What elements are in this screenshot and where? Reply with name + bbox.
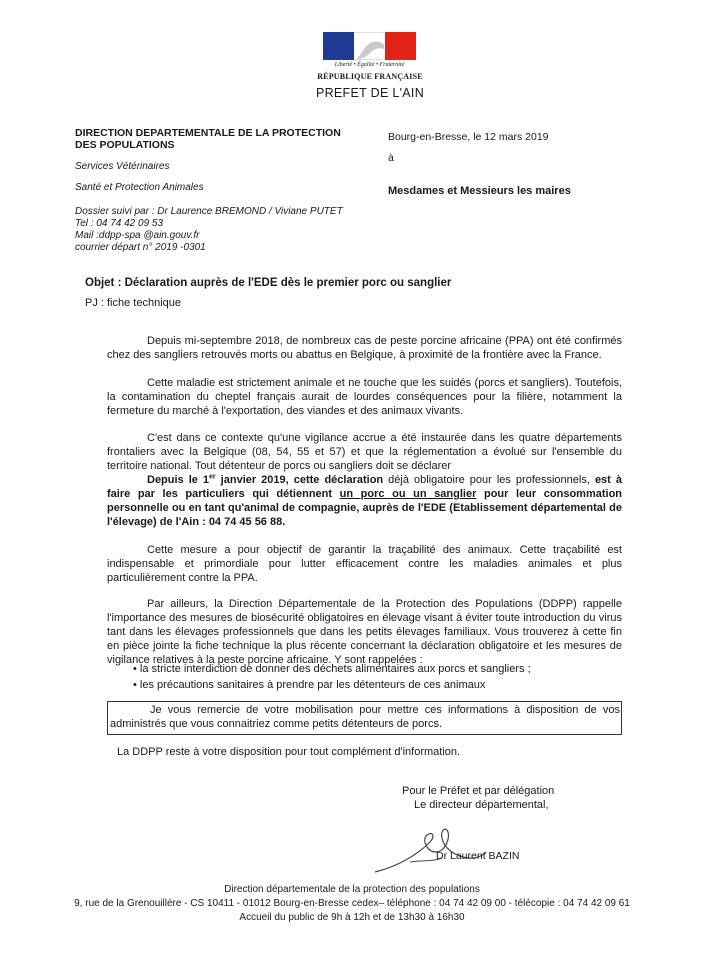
flag-blue-band bbox=[323, 32, 354, 60]
signatory-name: Dr Laurent BAZIN bbox=[436, 850, 520, 862]
attachment-note: PJ : fiche technique bbox=[85, 297, 182, 309]
sender-service1: Services Vétérinaires bbox=[75, 161, 170, 172]
bullet-item-precautions bbox=[133, 678, 485, 692]
bullet-icon: • bbox=[133, 663, 140, 675]
declaration-pig-boar: un porc ou un sanglier bbox=[339, 488, 477, 500]
republic-motto: Liberté • Égalité • Fraternité bbox=[334, 62, 405, 68]
flag-red-band bbox=[385, 32, 416, 60]
sender-mail: Mail :ddpp-spa @ain.gouv.fr bbox=[75, 230, 200, 241]
declaration-individuals: est à faire par les particuliers qui détiennent bbox=[107, 474, 622, 500]
declaration-ede-contact: pour leur consommation personnelle ou en tant qu'animal de compagnie, auprès de l'EDE (Etablissement départemental de l'élevage) de l'Ain : 04 74 45 56 88. bbox=[107, 488, 623, 528]
paragraph-disease: Cette maladie est strictement animale et ne touche que les suidés (porcs et sangliers). Toutefois, la contamination du cheptel français aurait de lourdes conséquences pour la filière, notamment la fermeture du marché à l'exportation, des viandes et des animaux vivants. bbox=[107, 377, 622, 417]
sender-direction-line2: DES POPULATIONS bbox=[75, 139, 175, 151]
sender-tel: Tel : 04 74 42 09 53 bbox=[75, 218, 164, 229]
sender-dossier: Dossier suivi par : Dr Laurence BREMOND / Viviane PUTET bbox=[75, 206, 343, 217]
signature-delegation: Pour le Préfet et par délégation bbox=[402, 785, 555, 797]
footer-opening-hours: Accueil du public de 9h à 12h et de 13h30 à 16h30 bbox=[239, 912, 465, 923]
signature-title: Le directeur départemental, bbox=[414, 799, 549, 811]
marianne-profile-icon bbox=[354, 33, 385, 61]
paragraph-thanks: Je vous remercie de votre mobilisation pour mettre ces informations à disposition de vos administrés que vous connaitriez comme petits détenteurs de porcs. bbox=[110, 704, 620, 730]
recipient-to: à bbox=[388, 152, 394, 164]
footer-address: 9, rue de la Grenouillère - CS 10411 - 01012 Bourg-en-Bresse cedex– téléphone : 04 74 42 09 00 - télécopie : 04 74 42 09 61 bbox=[74, 898, 630, 909]
bullet-item-food-waste bbox=[133, 662, 531, 676]
bullet-text: les précautions sanitaires à prendre par les détenteurs de ces animaux bbox=[139, 679, 486, 691]
bullet-text: la stricte interdiction de donner des déchets alimentaires aux porcs et sangliers ; bbox=[139, 663, 531, 675]
flag-white-band bbox=[354, 32, 385, 60]
paragraph-ppa-context: Depuis mi-septembre 2018, de nombreux cas de peste porcine africaine (PPA) ont été confirmés chez des sangliers retrouvés morts ou abattus en Belgique, à proximité de la frontière avec la France. bbox=[107, 335, 622, 361]
recipient-addressee: Mesdames et Messieurs les maires bbox=[388, 185, 571, 197]
declaration-date-part2: janvier 2019, cette déclaration bbox=[215, 474, 384, 486]
sender-service2: Santé et Protection Animales bbox=[75, 182, 204, 193]
place-date: Bourg-en-Bresse, le 12 mars 2019 bbox=[388, 131, 549, 143]
sender-courrier: courrier départ n° 2019 -0301 bbox=[75, 242, 206, 253]
paragraph-declaration bbox=[107, 473, 622, 529]
paragraph-biosecurity: Par ailleurs, la Direction Départementale de la Protection des Populations (DDPP) rappelle l'importance des mesures de biosécurité obligatoires en élevage visant à éviter toute introduction du virus tant dans les élevages professionnels que dans les petits élevages familiaux. Vous trouverez à cette fin en pièce jointe la fiche technique la plus récente concernant la déclaration obligatoire et les mesures de vigilance relatives à la peste porcine africaine. Y sont rappelées : bbox=[107, 598, 622, 666]
sender-direction-line1: DIRECTION DEPARTEMENTALE DE LA PROTECTION bbox=[75, 127, 341, 139]
paragraph-availability: La DDPP reste à votre disposition pour tout complément d'information. bbox=[117, 746, 461, 758]
bullet-icon: • bbox=[133, 679, 140, 691]
paragraph-traceability: Cette mesure a pour objectif de garantir la traçabilité des animaux. Cette traçabilité est indispensable et primordiale pour lutter efficacement contre les maladies animales et plus particulièrement contre la PPA. bbox=[107, 544, 622, 584]
paragraph-vigilance: C'est dans ce contexte qu'une vigilance accrue a été instaurée dans les quatre départements frontaliers avec la Belgique (08, 54, 55 et 57) et que la réglementation a évolué sur l'ensemble du territoire national. Tout détenteur de porcs ou sangliers doit se déclarer bbox=[107, 432, 622, 472]
letter-subject: Objet : Déclaration auprès de l'EDE dès le premier porc ou sanglier bbox=[85, 277, 452, 289]
prefecture-name: PREFET DE L'AIN bbox=[315, 86, 425, 100]
declaration-date-part1: Depuis le 1 bbox=[147, 474, 210, 486]
declaration-date-sup: er bbox=[209, 473, 216, 481]
footer-direction: Direction départementale de la protection des populations bbox=[224, 884, 480, 895]
declaration-professionals: déjà obligatoire pour les professionnels, bbox=[383, 474, 595, 486]
marianne-logo bbox=[323, 32, 416, 60]
republic-name: RÉPUBLIQUE FRANÇAISE bbox=[317, 72, 423, 81]
